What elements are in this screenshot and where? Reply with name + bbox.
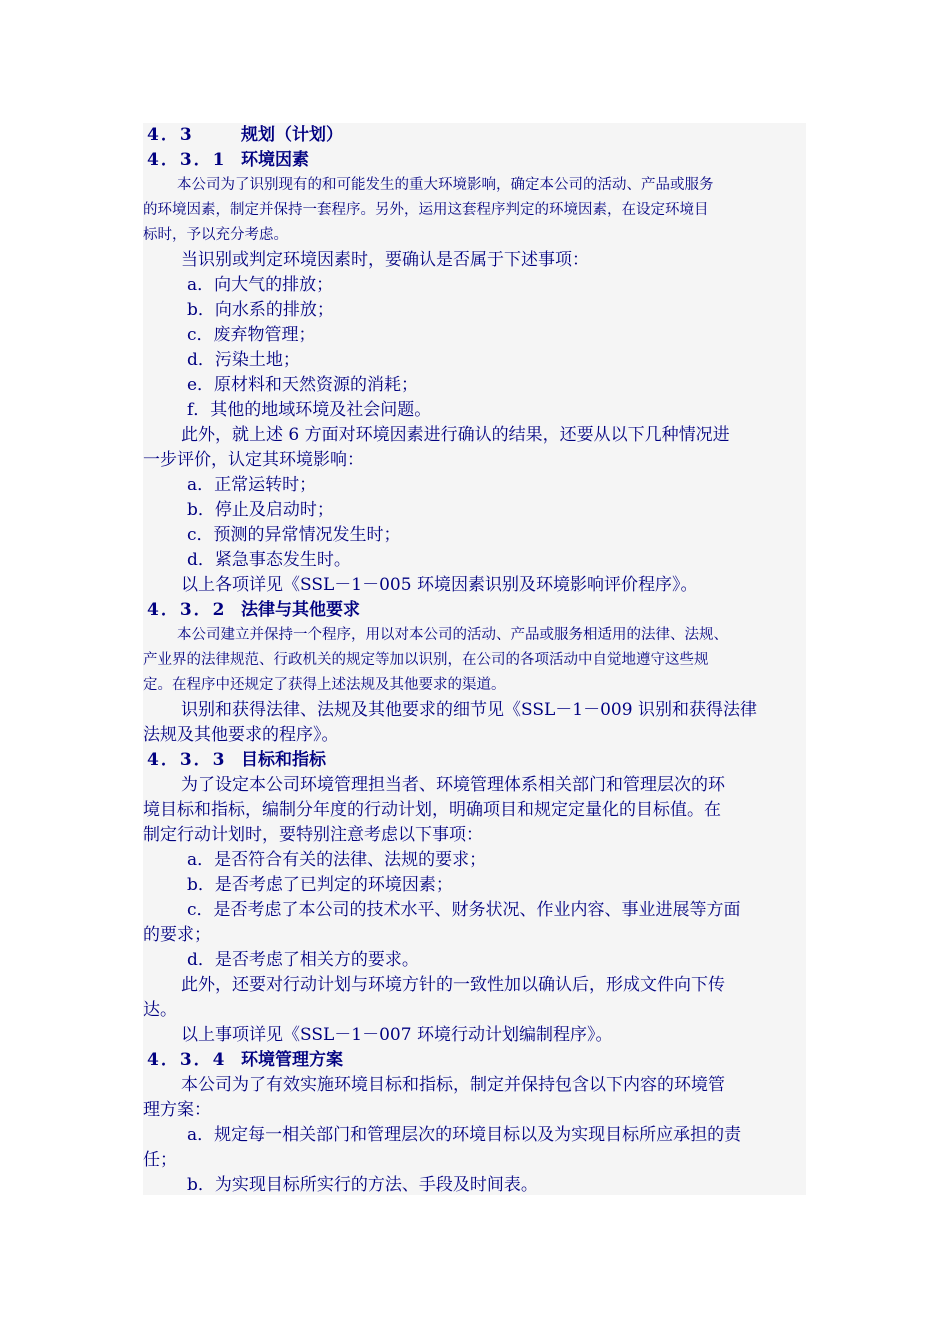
paragraph-line: 以上各项详见《SSL－1－005 环境因素识别及环境影响评价程序》。 — [181, 575, 698, 595]
paragraph-line: 一步评价，认定其环境影响： — [143, 450, 364, 470]
paragraph-line: 为了设定本公司环境管理担当者、环境管理体系相关部门和管理层次的环 — [181, 775, 725, 795]
list-item: b．为实现目标所实行的方法、手段及时间表。 — [187, 1175, 538, 1195]
list-item: b．是否考虑了已判定的环境因素； — [187, 875, 453, 895]
paragraph-line: 标时，予以充分考虑。 — [143, 227, 288, 243]
paragraph-line: 以上事项详见《SSL－1－007 环境行动计划编制程序》。 — [181, 1025, 613, 1045]
section-heading-4-3-4: 4．3．4 环境管理方案 — [147, 1050, 343, 1070]
list-item: b．停止及启动时； — [187, 500, 334, 520]
list-item: c．是否考虑了本公司的技术水平、财务状况、作业内容、事业进展等方面 — [187, 900, 741, 920]
paragraph-line: 达。 — [143, 1000, 177, 1020]
list-item: c．预测的异常情况发生时； — [187, 525, 401, 545]
document-body — [143, 123, 806, 1195]
paragraph-line: 产业界的法律规范、行政机关的规定等加以识别，在公司的各项活动中自觉地遵守这些规 — [143, 652, 709, 668]
section-heading-4-3-3: 4．3．3 目标和指标 — [147, 750, 326, 770]
list-item: d．污染土地； — [187, 350, 300, 370]
paragraph-line: 任； — [143, 1150, 177, 1170]
list-item: e．原材料和天然资源的消耗； — [187, 375, 419, 395]
paragraph-line: 的要求； — [143, 925, 211, 945]
list-item: a．是否符合有关的法律、法规的要求； — [187, 850, 487, 870]
paragraph-line: 理方案： — [143, 1100, 211, 1120]
paragraph-line: 的环境因素，制定并保持一套程序。另外，运用这套程序判定的环境因素，在设定环境目 — [143, 202, 709, 218]
paragraph-line: 制定行动计划时，要特别注意考虑以下事项： — [143, 825, 483, 845]
paragraph-line: 本公司为了有效实施环境目标和指标，制定并保持包含以下内容的环境管 — [181, 1075, 725, 1095]
paragraph-line: 本公司建立并保持一个程序，用以对本公司的活动、产品或服务相适用的法律、法规、 — [177, 627, 728, 643]
list-item: b．向水系的排放； — [187, 300, 334, 320]
section-heading-4-3-1: 4．3．1 环境因素 — [147, 150, 309, 170]
paragraph-line: 此外，就上述 6 方面对环境因素进行确认的结果，还要从以下几种情况进 — [181, 425, 730, 445]
section-heading-4-3-2: 4．3．2 法律与其他要求 — [147, 600, 360, 620]
list-item: f．其他的地域环境及社会问题。 — [187, 400, 432, 420]
section-heading-4-3: 4．3 规划（计划） — [147, 125, 343, 145]
paragraph-line: 当识别或判定环境因素时，要确认是否属于下述事项： — [181, 250, 589, 270]
list-item: a．正常运转时； — [187, 475, 317, 495]
paragraph-line: 此外，还要对行动计划与环境方针的一致性加以确认后，形成文件向下传 — [181, 975, 725, 995]
list-item: a．向大气的排放； — [187, 275, 334, 295]
list-item: d．是否考虑了相关方的要求。 — [187, 950, 419, 970]
list-item: c．废弃物管理； — [187, 325, 316, 345]
list-item: d．紧急事态发生时。 — [187, 550, 351, 570]
paragraph-line: 定。在程序中还规定了获得上述法规及其他要求的渠道。 — [143, 677, 506, 693]
paragraph-line: 法规及其他要求的程序》。 — [143, 725, 339, 745]
paragraph-line: 识别和获得法律、法规及其他要求的细节见《SSL－1－009 识别和获得法律 — [181, 700, 757, 720]
list-item: a．规定每一相关部门和管理层次的环境目标以及为实现目标所应承担的责 — [187, 1125, 742, 1145]
paragraph-line: 境目标和指标，编制分年度的行动计划，明确项目和规定定量化的目标值。在 — [143, 800, 721, 820]
paragraph-line: 本公司为了识别现有的和可能发生的重大环境影响，确定本公司的活动、产品或服务 — [177, 177, 714, 193]
